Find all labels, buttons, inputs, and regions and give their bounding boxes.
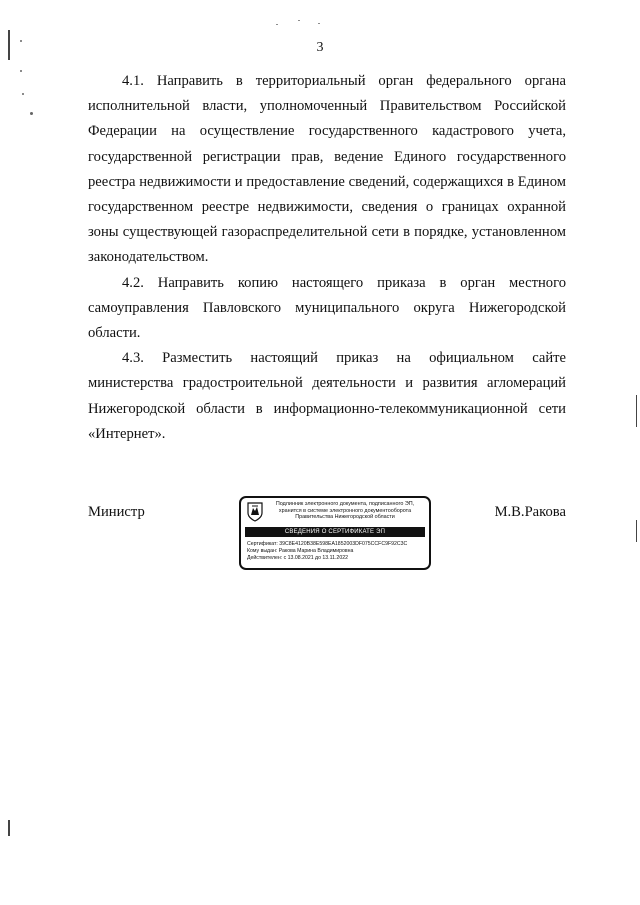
paragraph-4-1: 4.1. Направить в территориальный орган федерального органа исполнительной власти, уполномоченный Правительством Российской Федерации на осуществление государственного кадастрового учета, государственной регистрации прав, ведение Единого государственного реестра недвижимости и предоставление сведений, содержащихся в Едином государственном реестре недвижимости, сведения о границах охранной зоны существующей газораспределительной сети в порядке, установленном законодательством. xyxy=(88,73,566,266)
electronic-signature-stamp xyxy=(239,496,431,570)
scan-dot xyxy=(318,23,320,24)
scan-margin-mark xyxy=(636,520,637,542)
stamp-header-line: хранится в системе электронного документооборота xyxy=(278,507,412,514)
paragraph-4-3: 4.3. Разместить настоящий приказ на официальном сайте министерства градостроительной деятельности и развития агломераций Нижегородской области в информационно-телекоммуникационной сети «Интернет». xyxy=(88,350,566,442)
scan-margin-mark xyxy=(8,820,10,836)
certificate-number: Сертификат: 39C8E4120B38E598EA1852003DF075CCFC9F92C3C xyxy=(247,541,408,547)
stamp-header xyxy=(265,501,425,521)
scan-dot xyxy=(22,93,24,95)
scan-margin-mark xyxy=(636,395,637,427)
stamp-header-line: Правительства Нижегородской области xyxy=(295,514,395,521)
signer-name: М.В.Ракова xyxy=(494,504,566,520)
page-number: 3 xyxy=(316,40,324,55)
document-body xyxy=(88,69,566,447)
scan-dot xyxy=(298,20,300,21)
scan-dot xyxy=(276,24,278,25)
certificate-owner: Кому выдан: Ракова Марина Владимировна xyxy=(247,548,354,554)
stamp-header-line: Подлинник электронного документа, подписанного ЭП, xyxy=(275,501,415,507)
certificate-validity: Действителен: с 13.08.2021 до 13.11.2022 xyxy=(247,555,348,561)
stamp-details xyxy=(247,541,425,562)
scan-dot xyxy=(30,112,33,115)
paragraph-4-2: 4.2. Направить копию настоящего приказа в орган местного самоуправления Павловского муниципального округа Нижегородской области. xyxy=(88,274,566,342)
signatory-position: Министр xyxy=(88,504,145,520)
scan-dot xyxy=(20,70,22,72)
stamp-band-title: СВЕДЕНИЯ О СЕРТИФИКАТЕ ЭП xyxy=(245,527,425,537)
coat-of-arms-icon xyxy=(247,502,263,522)
signature-block xyxy=(88,496,566,576)
